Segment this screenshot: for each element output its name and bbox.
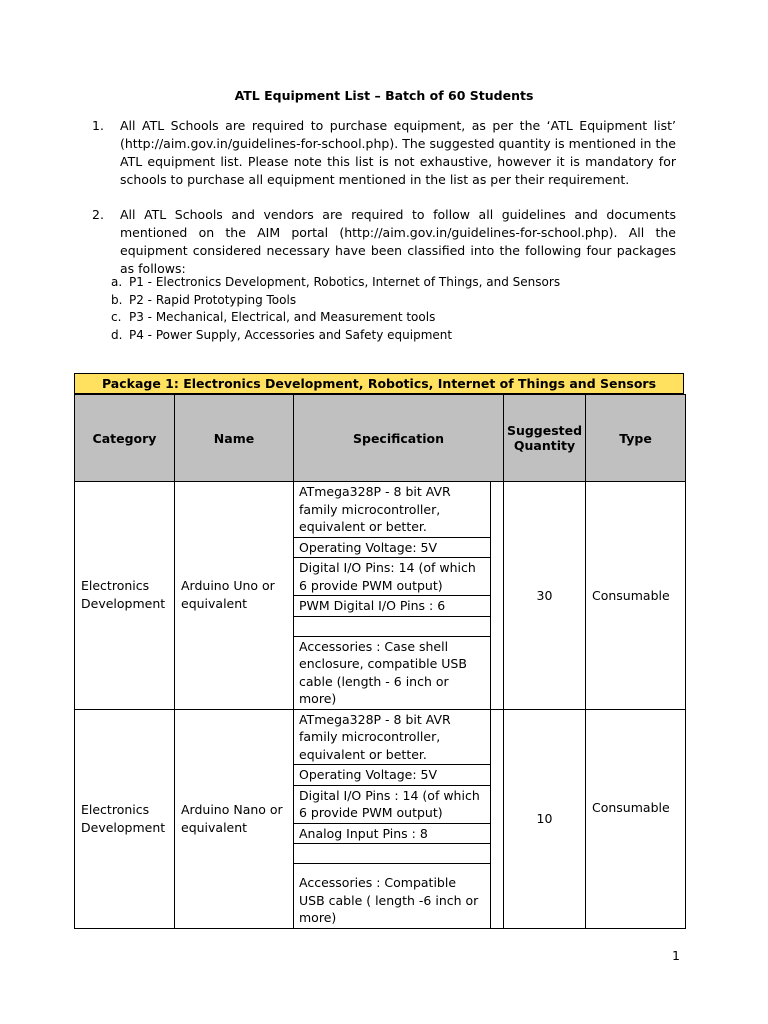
package-list-item (111, 327, 671, 345)
instruction-number: 2. (92, 207, 104, 222)
spec-line: Accessories : Case shell enclosure, compatible USB cable (length - 6 inch or more) (294, 637, 491, 709)
table-row (75, 482, 686, 710)
instruction-number: 1. (92, 118, 104, 133)
table-row (75, 709, 686, 928)
equipment-table (74, 394, 686, 929)
row-specification (294, 709, 504, 928)
spec-line: Digital I/O Pins : 14 (of which 6 provide PWM output) (294, 786, 491, 824)
spec-line: Digital I/O Pins: 14 (of which 6 provide PWM output) (294, 558, 491, 596)
row-name: Arduino Uno or equivalent (175, 482, 294, 710)
row-quantity: 10 (504, 709, 586, 928)
header-type: Type (586, 395, 686, 482)
row-category: Electronics Development (75, 482, 175, 710)
header-specification: Specification (294, 395, 504, 482)
spec-line: ATmega328P - 8 bit AVR family microcontroller, equivalent or better. (294, 710, 491, 766)
package-text: P3 - Mechanical, Electrical, and Measurement tools (129, 310, 436, 324)
document-title: ATL Equipment List – Batch of 60 Students (234, 88, 534, 103)
spec-line-empty (294, 844, 491, 864)
row-quantity: 30 (504, 482, 586, 710)
package-letter: b. (111, 292, 123, 307)
instruction-text: All ATL Schools and vendors are required to follow all guidelines and documents mentioned on the AIM portal (http://aim.gov.in/guidelines-for-school.php). All the equipment considered necessary have been classified into the following four packages as follows: (120, 207, 676, 276)
header-category: Category (75, 395, 175, 482)
spec-line: Analog Input Pins : 8 (294, 824, 491, 845)
package-letter: d. (111, 327, 123, 342)
package-text: P2 - Rapid Prototyping Tools (129, 292, 297, 307)
package-letter: a. (111, 275, 123, 289)
row-name: Arduino Nano or equivalent (175, 709, 294, 928)
spec-line: ATmega328P - 8 bit AVR family microcontroller, equivalent or better. (294, 482, 491, 538)
spec-line: Operating Voltage: 5V (294, 538, 491, 559)
spec-line: Operating Voltage: 5V (294, 765, 491, 786)
instruction-list (92, 117, 676, 295)
package-title-banner: Package 1: Electronics Development, Robotics, Internet of Things and Sensors (74, 373, 684, 394)
spec-line: Accessories : Compatible USB cable ( length -6 inch or more) (294, 864, 491, 928)
header-quantity: Suggested Quantity (504, 395, 586, 482)
page-number: 1 (672, 948, 680, 963)
package-text: P4 - Power Supply, Accessories and Safety equipment (129, 327, 453, 342)
package-letter: c. (111, 310, 122, 324)
row-type: Consumable (586, 709, 686, 928)
package-list (111, 274, 671, 344)
package-list-item (111, 309, 671, 327)
spec-line: PWM Digital I/O Pins : 6 (294, 596, 491, 617)
instruction-item (92, 206, 676, 278)
row-specification (294, 482, 504, 710)
table-header-row (75, 395, 686, 482)
row-type: Consumable (586, 482, 686, 710)
package-list-item (111, 274, 671, 292)
package-list-item (111, 292, 671, 310)
row-category: Electronics Development (75, 709, 175, 928)
instruction-text: All ATL Schools are required to purchase equipment, as per the ‘ATL Equipment list’ (http://aim.gov.in/guidelines-for-school.php). The suggested quantity is mentioned in the ATL equipment list. Please note this list is not exhaustive, however it is mandatory for schools to purchase all equipment mentioned in the list as per their requirement. (120, 118, 676, 187)
package-text: P1 - Electronics Development, Robotics, Internet of Things, and Sensors (129, 275, 561, 289)
spec-line-empty (294, 617, 491, 637)
instruction-item (92, 117, 676, 189)
header-name: Name (175, 395, 294, 482)
